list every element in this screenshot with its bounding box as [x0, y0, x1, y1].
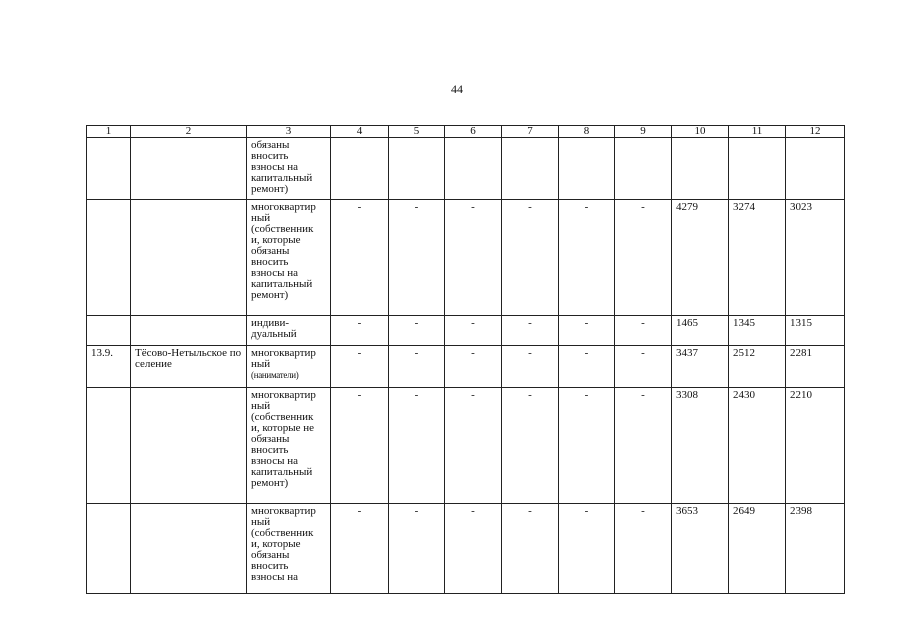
- housing-type-line: вносить: [251, 560, 289, 572]
- value-cell-12: 2210: [786, 388, 845, 504]
- value-cell-10: 3437: [672, 346, 729, 388]
- housing-type-line: (собственник: [251, 411, 314, 423]
- housing-type-line: взносы на: [251, 267, 298, 279]
- housing-type-line: дуальный: [251, 328, 297, 340]
- empty-value-cell-4: -: [331, 504, 389, 594]
- column-header-10: 10: [672, 126, 729, 138]
- empty-value-cell-4: [331, 138, 389, 200]
- housing-type-cell: [247, 200, 331, 316]
- value-cell-10: 3653: [672, 504, 729, 594]
- empty-value-cell-7: -: [502, 504, 559, 594]
- empty-value-cell-9: -: [615, 388, 672, 504]
- row-number-cell: [87, 138, 131, 200]
- row-number-cell: 13.9.: [87, 346, 131, 388]
- housing-type-cell: [247, 316, 331, 346]
- housing-type-line: обязаны: [251, 549, 290, 561]
- housing-type-line: взносы на: [251, 571, 298, 583]
- housing-type-line: и, которые: [251, 234, 301, 246]
- housing-type-line: капитальный: [251, 278, 313, 290]
- row-number-cell: [87, 504, 131, 594]
- empty-value-cell-5: -: [389, 346, 445, 388]
- housing-type-line: многоквартир: [251, 347, 316, 359]
- empty-value-cell-8: [559, 138, 615, 200]
- housing-type-cell: [247, 138, 331, 200]
- value-cell-11: 2430: [729, 388, 786, 504]
- column-header-9: 9: [615, 126, 672, 138]
- housing-type-line: многоквартир: [251, 505, 316, 517]
- housing-type-line: и, которые: [251, 538, 301, 550]
- housing-type-line: обязаны: [251, 433, 290, 445]
- table-row: [87, 346, 845, 388]
- tariff-table: [86, 125, 845, 594]
- value-cell-11: 3274: [729, 200, 786, 316]
- value-cell-10: 3308: [672, 388, 729, 504]
- table-row: [87, 504, 845, 594]
- housing-type-line: многоквартир: [251, 389, 316, 401]
- settlement-name-cell: [131, 388, 247, 504]
- empty-value-cell-8: -: [559, 388, 615, 504]
- empty-value-cell-8: -: [559, 200, 615, 316]
- column-header-4: 4: [331, 126, 389, 138]
- empty-value-cell-5: -: [389, 504, 445, 594]
- value-cell-12: 2281: [786, 346, 845, 388]
- empty-value-cell-5: [389, 138, 445, 200]
- housing-type-line: обязаны: [251, 245, 290, 257]
- housing-type-cell: [247, 346, 331, 388]
- value-cell-11: 1345: [729, 316, 786, 346]
- column-header-7: 7: [502, 126, 559, 138]
- housing-type-line: вносить: [251, 150, 289, 162]
- housing-type-line: капитальный: [251, 466, 313, 478]
- table-body: [87, 138, 845, 594]
- value-cell-12: 1315: [786, 316, 845, 346]
- housing-type-line: ный: [251, 212, 271, 224]
- table-row: [87, 388, 845, 504]
- empty-value-cell-7: -: [502, 388, 559, 504]
- row-number-cell: [87, 316, 131, 346]
- column-header-8: 8: [559, 126, 615, 138]
- empty-value-cell-6: -: [445, 346, 502, 388]
- housing-type-line: капитальный: [251, 172, 313, 184]
- value-cell-11: 2649: [729, 504, 786, 594]
- empty-value-cell-4: -: [331, 316, 389, 346]
- housing-type-line: взносы на: [251, 161, 298, 173]
- housing-type-line: ремонт): [251, 289, 289, 301]
- housing-type-cell: [247, 504, 331, 594]
- settlement-name-cell: [131, 316, 247, 346]
- row-number-cell: [87, 200, 131, 316]
- empty-value-cell-6: -: [445, 504, 502, 594]
- value-cell-12: [786, 138, 845, 200]
- empty-value-cell-5: -: [389, 200, 445, 316]
- housing-type-cell: [247, 388, 331, 504]
- table-row: [87, 316, 845, 346]
- value-cell-11: [729, 138, 786, 200]
- empty-value-cell-8: -: [559, 346, 615, 388]
- value-cell-10: 1465: [672, 316, 729, 346]
- empty-value-cell-9: [615, 138, 672, 200]
- header-row: [87, 126, 845, 138]
- empty-value-cell-8: -: [559, 504, 615, 594]
- column-header-11: 11: [729, 126, 786, 138]
- housing-type-line: ный: [251, 516, 271, 528]
- empty-value-cell-9: -: [615, 346, 672, 388]
- housing-type-line: ремонт): [251, 477, 289, 489]
- empty-value-cell-9: -: [615, 504, 672, 594]
- empty-value-cell-6: -: [445, 388, 502, 504]
- empty-value-cell-7: [502, 138, 559, 200]
- column-header-1: 1: [87, 126, 131, 138]
- housing-type-line: (наниматели): [251, 370, 299, 380]
- column-header-12: 12: [786, 126, 845, 138]
- column-header-3: 3: [247, 126, 331, 138]
- empty-value-cell-5: -: [389, 316, 445, 346]
- empty-value-cell-9: -: [615, 316, 672, 346]
- empty-value-cell-4: -: [331, 346, 389, 388]
- housing-type-line: (собственник: [251, 527, 314, 539]
- empty-value-cell-4: -: [331, 200, 389, 316]
- row-number-cell: [87, 388, 131, 504]
- housing-type-line: индиви-: [251, 317, 290, 329]
- value-cell-11: 2512: [729, 346, 786, 388]
- empty-value-cell-6: -: [445, 316, 502, 346]
- empty-value-cell-6: -: [445, 200, 502, 316]
- housing-type-line: многоквартир: [251, 201, 316, 213]
- housing-type-line: вносить: [251, 256, 289, 268]
- page-number: 44: [451, 82, 463, 96]
- housing-type-line: обязаны: [251, 139, 290, 151]
- value-cell-12: 2398: [786, 504, 845, 594]
- value-cell-10: 4279: [672, 200, 729, 316]
- settlement-name-cell: [131, 200, 247, 316]
- housing-type-line: ный: [251, 358, 271, 370]
- settlement-name-cell: [131, 138, 247, 200]
- empty-value-cell-4: -: [331, 388, 389, 504]
- value-cell-12: 3023: [786, 200, 845, 316]
- empty-value-cell-7: -: [502, 200, 559, 316]
- housing-type-line: (собственник: [251, 223, 314, 235]
- table-row: [87, 138, 845, 200]
- column-header-6: 6: [445, 126, 502, 138]
- settlement-name-cell: [131, 504, 247, 594]
- housing-type-line: вносить: [251, 444, 289, 456]
- housing-type-line: и, которые не: [251, 422, 314, 434]
- column-header-2: 2: [131, 126, 247, 138]
- column-header-5: 5: [389, 126, 445, 138]
- empty-value-cell-5: -: [389, 388, 445, 504]
- empty-value-cell-8: -: [559, 316, 615, 346]
- table-row: [87, 200, 845, 316]
- empty-value-cell-6: [445, 138, 502, 200]
- housing-type-line: ремонт): [251, 183, 289, 195]
- settlement-name-cell: Тёсово-Нетыльское поселение: [131, 346, 247, 388]
- empty-value-cell-9: -: [615, 200, 672, 316]
- empty-value-cell-7: -: [502, 316, 559, 346]
- housing-type-line: ный: [251, 400, 271, 412]
- value-cell-10: [672, 138, 729, 200]
- empty-value-cell-7: -: [502, 346, 559, 388]
- housing-type-line: взносы на: [251, 455, 298, 467]
